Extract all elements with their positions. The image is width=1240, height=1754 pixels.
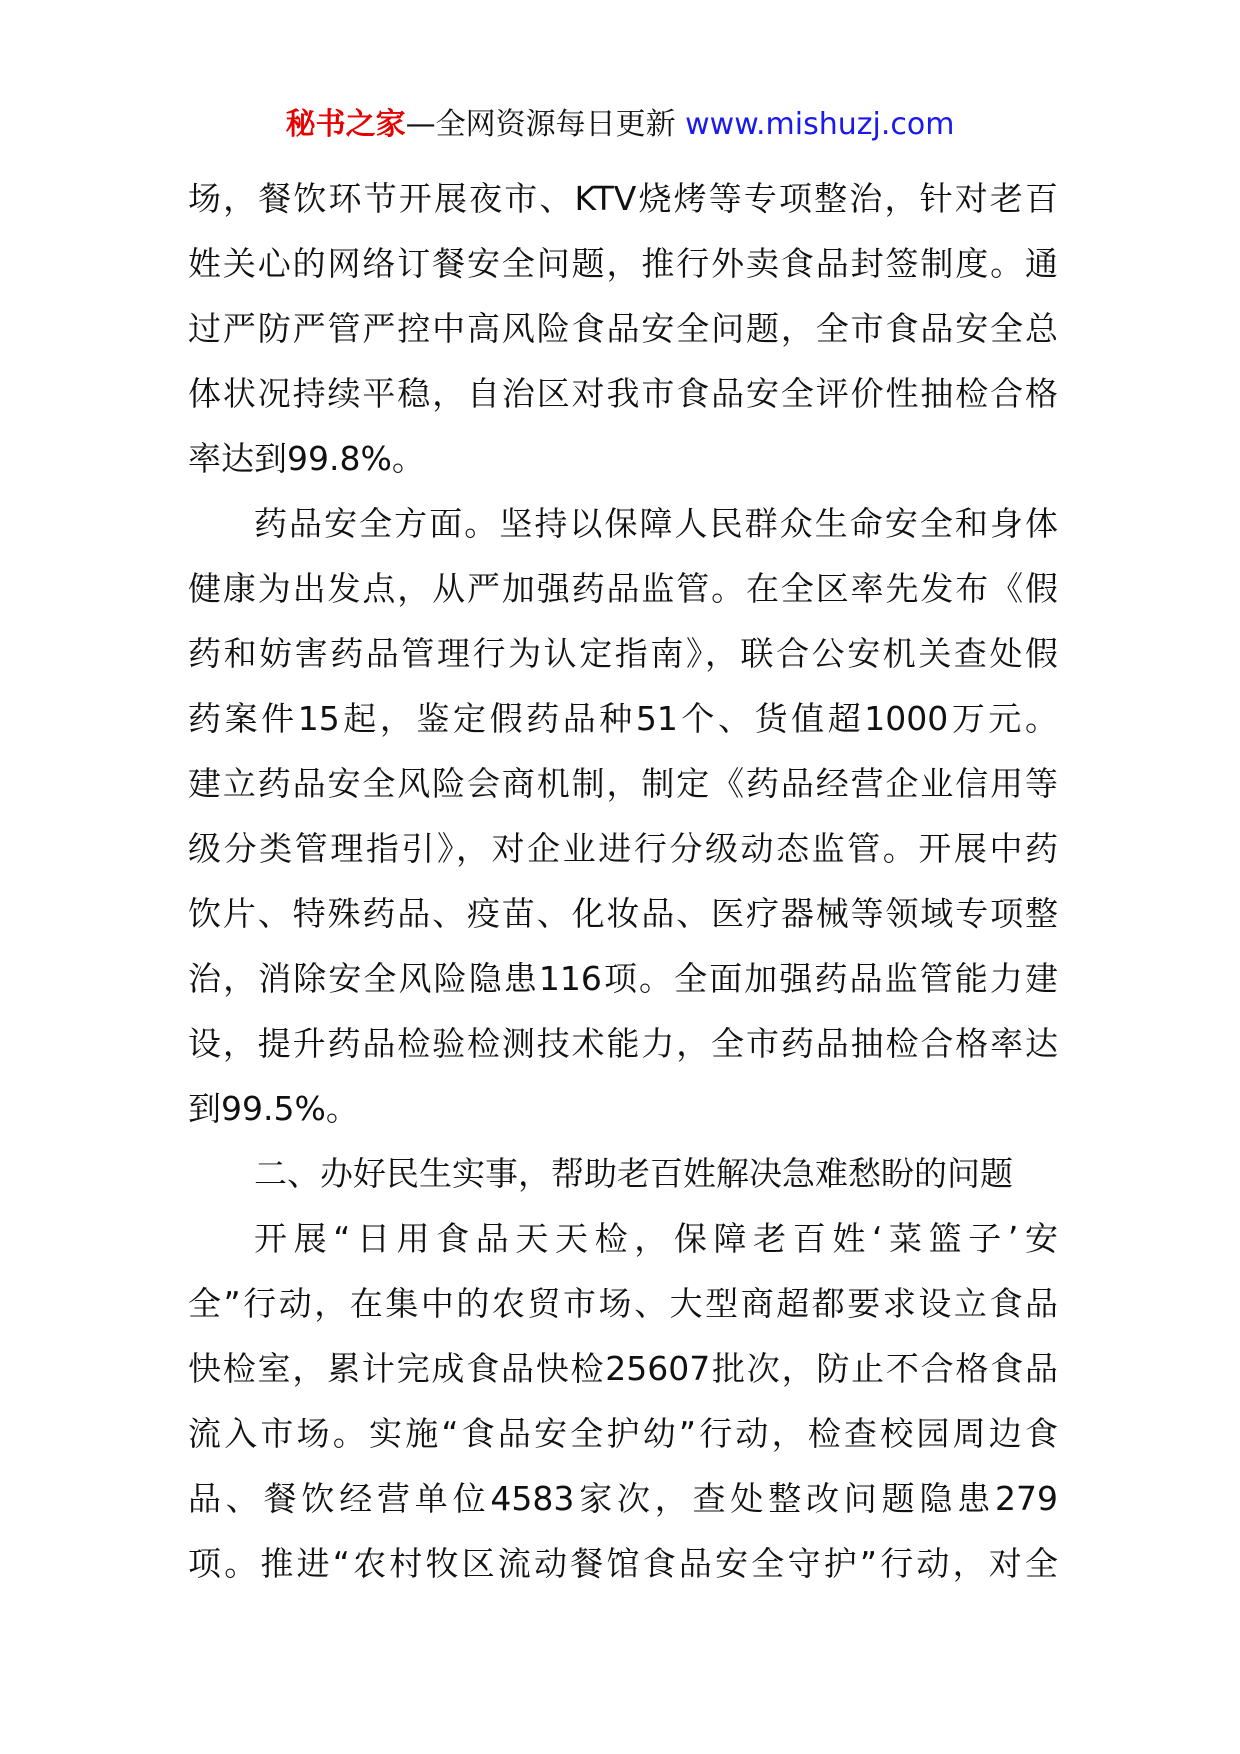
document-body <box>188 166 1058 1596</box>
text-line: 项。推进“农村牧区流动餐馆食品安全守护”行动，对全 <box>188 1544 1058 1583</box>
text-line: 级分类管理指引》，对企业进行分级动态监管。开展中药 <box>188 829 1058 868</box>
text-line: 品、餐饮经营单位4583家次，查处整改问题隐患279 <box>188 1479 1058 1518</box>
text-line: 饮片、特殊药品、疫苗、化妆品、医疗器械等领域专项整 <box>188 894 1058 933</box>
text-line: 体状况持续平稳，自治区对我市食品安全评价性抽检合格 <box>188 374 1058 413</box>
text-line: 全”行动，在集中的农贸市场、大型商超都要求设立食品 <box>188 1284 1058 1323</box>
text-line: 快检室，累计完成食品快检25607批次，防止不合格食品 <box>188 1349 1058 1388</box>
text-line: 到99.5%。 <box>188 1089 359 1128</box>
text-line: 场，餐饮环节开展夜市、KTV烧烤等专项整治，针对老百 <box>188 179 1058 218</box>
text-line: 开展“日用食品天天检，保障老百姓‘菜篮子’安 <box>254 1219 1058 1258</box>
text-line: 药案件15起，鉴定假药品种51个、货值超1000万元。 <box>188 699 1058 738</box>
text-line: 治，消除安全风险隐患116项。全面加强药品监管能力建 <box>188 959 1058 998</box>
site-url-link[interactable]: www.mishuzj.com <box>685 107 955 142</box>
text-line: 建立药品安全风险会商机制，制定《药品经营企业信用等 <box>188 764 1058 803</box>
text-line: 流入市场。实施“食品安全护幼”行动，检查校园周边食 <box>188 1414 1058 1453</box>
text-line: 过严防严管严控中高风险食品安全问题，全市食品安全总 <box>188 309 1058 348</box>
site-tagline: —全网资源每日更新 <box>405 107 676 142</box>
text-line: 设，提升药品检验检测技术能力，全市药品抽检合格率达 <box>188 1024 1058 1063</box>
text-line: 率达到99.8%。 <box>188 439 425 478</box>
text-line: 二、办好民生实事，帮助老百姓解决急难愁盼的问题 <box>254 1154 1013 1193</box>
site-brand: 秘书之家 <box>285 107 406 142</box>
text-line: 姓关心的网络订餐安全问题，推行外卖食品封签制度。通 <box>188 244 1058 283</box>
text-line: 药和妨害药品管理行为认定指南》，联合公安机关查处假 <box>188 634 1058 673</box>
text-line: 药品安全方面。坚持以保障人民群众生命安全和身体 <box>254 504 1058 543</box>
page-header <box>0 102 1240 148</box>
text-line: 健康为出发点，从严加强药品监管。在全区率先发布《假 <box>188 569 1058 608</box>
